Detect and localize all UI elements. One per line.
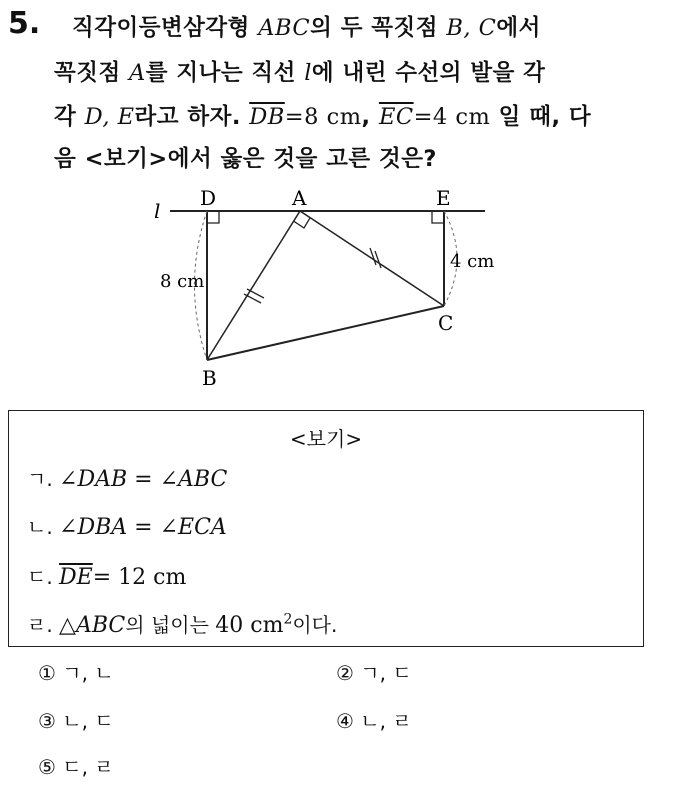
item-value: = 12 cm bbox=[92, 565, 187, 590]
question-line-4: 음 <보기>에서 옳은 것을 고른 것은? bbox=[54, 146, 437, 172]
segment-ac bbox=[300, 211, 444, 306]
math-a: A bbox=[129, 60, 146, 86]
item-exponent: 2 bbox=[283, 611, 293, 628]
label-a: A bbox=[292, 186, 307, 210]
right-angle-mark-e bbox=[432, 211, 444, 223]
item-math: △ABC bbox=[59, 613, 126, 638]
item-value: 40 cm bbox=[215, 613, 284, 638]
item-marker: ㄴ. bbox=[27, 515, 60, 539]
question-line-3 bbox=[54, 99, 591, 131]
question-line-2 bbox=[54, 55, 545, 87]
value-ec: =4 cm bbox=[413, 104, 491, 130]
text: 꼭짓점 bbox=[54, 60, 130, 86]
item-text: 이다. bbox=[292, 613, 338, 637]
text: 직각이등변삼각형 bbox=[72, 15, 259, 41]
choice-2[interactable]: ② ㄱ, ㄷ bbox=[336, 661, 412, 685]
text: 일 때, 다 bbox=[490, 104, 592, 130]
text: 의 두 꼭짓점 bbox=[310, 15, 447, 41]
item-text: 의 넓이는 bbox=[125, 613, 216, 637]
question-line-1 bbox=[72, 10, 541, 42]
value-db: =8 cm bbox=[284, 104, 362, 130]
label-db-length: 8 cm bbox=[160, 271, 205, 292]
text: 각 bbox=[54, 104, 85, 130]
bogi-item-3 bbox=[27, 561, 186, 590]
right-angle-mark-a bbox=[294, 218, 311, 228]
text: 에서 bbox=[496, 15, 541, 41]
item-marker: ㄱ. bbox=[27, 467, 60, 491]
choice-3[interactable]: ③ ㄴ, ㄷ bbox=[38, 709, 114, 733]
segment-de: $\overline{DE}$ bbox=[59, 565, 93, 590]
label-c: C bbox=[438, 311, 454, 335]
item-math: ∠DBA = ∠ECA bbox=[59, 515, 227, 540]
text: 라고 하자. bbox=[134, 104, 250, 130]
text: , bbox=[361, 104, 379, 130]
segment-ab bbox=[207, 211, 300, 360]
right-angle-mark-d bbox=[207, 211, 219, 223]
tick-mark-ac bbox=[375, 251, 381, 268]
math-l: l bbox=[304, 60, 312, 86]
bogi-title: <보기> bbox=[289, 427, 363, 451]
segment-db: $\overline{DB}$ bbox=[249, 104, 285, 130]
question-number: 5. bbox=[8, 6, 41, 41]
text: 에 내린 수선의 발을 각 bbox=[311, 60, 546, 86]
bogi-box bbox=[8, 410, 644, 647]
choice-5[interactable]: ⑤ ㄷ, ㄹ bbox=[38, 755, 114, 779]
choice-1[interactable]: ① ㄱ, ㄴ bbox=[38, 661, 114, 685]
item-math: ∠DAB = ∠ABC bbox=[59, 467, 228, 492]
math-abc: ABC bbox=[258, 15, 311, 41]
item-marker: ㄷ. bbox=[27, 565, 60, 589]
bogi-item-1 bbox=[27, 463, 227, 492]
item-marker: ㄹ. bbox=[27, 613, 60, 637]
geometry-figure bbox=[140, 185, 510, 395]
label-ec-length: 4 cm bbox=[450, 251, 495, 272]
question-stem bbox=[0, 0, 677, 172]
label-l: l bbox=[154, 199, 161, 223]
math-de: D, E bbox=[84, 104, 135, 130]
label-e: E bbox=[436, 186, 451, 210]
bogi-item-2 bbox=[27, 511, 227, 540]
math-bc: B, C bbox=[446, 15, 497, 41]
label-b: B bbox=[202, 366, 217, 390]
bogi-item-4 bbox=[27, 609, 337, 638]
label-d: D bbox=[200, 186, 217, 210]
tick-mark-ac bbox=[370, 248, 376, 265]
choice-4[interactable]: ④ ㄴ, ㄹ bbox=[336, 709, 412, 733]
segment-ec: $\overline{EC}$ bbox=[378, 104, 414, 130]
text: 를 지나는 직선 bbox=[145, 60, 305, 86]
segment-bc bbox=[207, 306, 444, 360]
